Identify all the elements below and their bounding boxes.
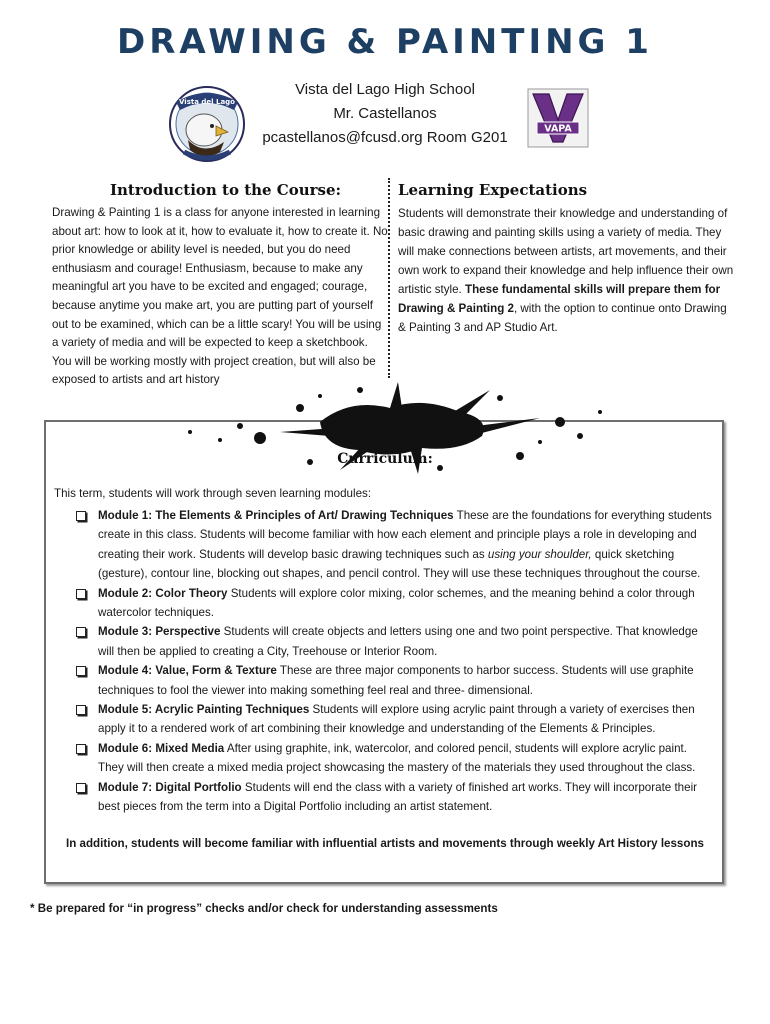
intro-heading: Introduction to the Course: xyxy=(110,181,342,199)
module-title: Module 3: Perspective xyxy=(98,625,221,639)
curriculum-footer-note: In addition, students will become familiar with influential artists and movements through weekly Art History lessons xyxy=(66,837,704,850)
module-description-end: quick sketching (gesture), contour line, blocking out shapes, and pencil control. They will use these techniques throughout the course. xyxy=(98,547,701,581)
checkbox-bullet-icon xyxy=(76,744,86,754)
module-item xyxy=(74,778,714,817)
curriculum-heading: Curriculum: xyxy=(337,451,433,467)
contact-line: pcastellanos@fcusd.org Room G201 xyxy=(262,129,508,146)
teacher-name: Mr. Castellanos xyxy=(333,105,437,122)
module-description: Students will explore using acrylic paint through a variety of exercises then apply it to a rendered work of art combining their knowledge and understanding of the Elements & Principles. xyxy=(98,703,695,736)
module-description: After using graphite, ink, watercolor, and colored pencil, students will explore acrylic paint. They will then create a mixed media project showcasing the mastery of the materials they used throughout the class. xyxy=(98,741,696,775)
learning-after-bold: , with the option to continue onto Drawing & Painting 3 and AP Studio Art. xyxy=(398,302,727,334)
svg-text:Vista del Lago: Vista del Lago xyxy=(179,98,235,106)
footnote: * Be prepared for “in progress” checks and/or check for understanding assessments xyxy=(30,902,498,915)
learning-paragraph xyxy=(398,204,734,337)
module-item xyxy=(74,506,714,584)
column-divider xyxy=(388,178,390,378)
learning-text: Students will demonstrate their knowledge and understanding of basic drawing and painting skills using a variety of media. They will make connections between artists, art movements, and their own work to expand their knowledge and help influence their own artistic style. xyxy=(398,207,734,296)
module-list xyxy=(74,506,714,817)
checkbox-bullet-icon xyxy=(76,627,86,637)
module-description: These are three major components to harbor success. Students will use graphite techniques to fool the viewer into making something feel real and three- dimensional. xyxy=(98,664,694,697)
module-title: Module 6: Mixed Media xyxy=(98,741,225,755)
checkbox-bullet-icon xyxy=(76,666,86,676)
svg-text:VAPA: VAPA xyxy=(544,123,572,135)
intro-paragraph: Drawing & Painting 1 is a class for anyone interested in learning about art: how to look at it, how to evaluate it, how to create it. No prior knowledge or ability level is needed, but you do need enthusiasm and courage! Enthusiasm, because to make any meaningful art you have to be excited and engaged; courage, because anytime you make art, you are putting part of yourself out to be examined, which can be a little scary! You will be using a variety of media and will be expected to keep a sketchbook. You will be working mostly with project creation, but will also be exposed to artists and art history xyxy=(52,206,388,387)
module-title: Module 5: Acrylic Painting Techniques xyxy=(98,703,310,717)
vapa-logo xyxy=(527,88,589,148)
module-description: Students will create objects and letters using one and two point perspective. That knowledge will then be applied to creating a City, Treehouse or Interior Room. xyxy=(98,625,698,658)
module-item xyxy=(74,622,714,661)
learning-bold-text: These fundamental skills will prepare them for Drawing & Painting 2 xyxy=(398,283,721,315)
module-item xyxy=(74,584,714,623)
curriculum-intro: This term, students will work through seven learning modules: xyxy=(54,487,372,500)
module-item xyxy=(74,661,714,700)
module-item xyxy=(74,739,714,778)
module-description: Students will explore color mixing, color schemes, and the meaning behind a color through watercolor techniques. xyxy=(98,586,695,620)
school-eagle-logo xyxy=(168,82,246,164)
learning-heading: Learning Expectations xyxy=(398,181,588,199)
module-item xyxy=(74,700,714,739)
module-title: Module 4: Value, Form & Texture xyxy=(98,664,277,678)
module-description: Students will end the class with a variety of finished art works. They will incorporate their best pieces from the term into a Digital Portfolio including an artist statement. xyxy=(98,780,698,814)
page-title: DRAWING & PAINTING 1 xyxy=(117,22,653,62)
module-title: Module 7: Digital Portfolio xyxy=(98,780,242,794)
module-title: Module 2: Color Theory xyxy=(98,586,228,600)
school-info-block xyxy=(250,78,520,150)
school-name: Vista del Lago High School xyxy=(295,81,475,98)
module-title: Module 1: The Elements & Principles of Art/ Drawing Techniques xyxy=(98,509,454,522)
module-description: These are the foundations for everything students create in this class. Students will become familiar with how each element and principle plays a role in developing and creating their work. Students will develop basic drawing techniques such as xyxy=(98,509,712,561)
checkbox-bullet-icon xyxy=(76,589,86,599)
checkbox-bullet-icon xyxy=(76,783,86,793)
checkbox-bullet-icon xyxy=(76,511,86,521)
module-emphasis: using your shoulder, xyxy=(487,547,592,561)
checkbox-bullet-icon xyxy=(76,705,86,715)
